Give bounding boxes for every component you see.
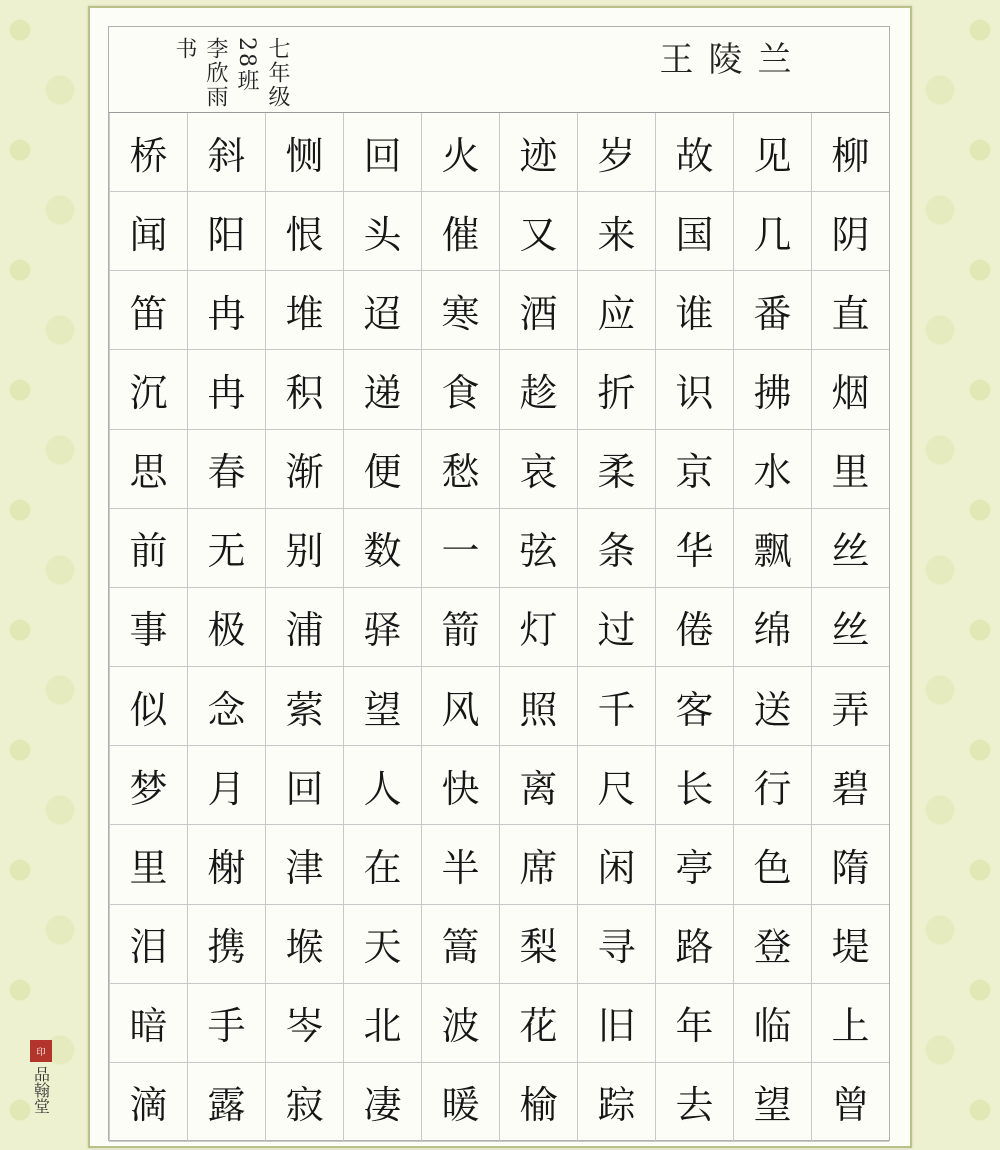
grid-cell: 望: [343, 667, 421, 746]
grid-cell: 哀: [499, 430, 577, 509]
grid-cell: 迹: [499, 113, 577, 192]
grid-cell: 丝: [811, 588, 889, 667]
grid-cell: 寂: [265, 1063, 343, 1142]
grid-cell: 国: [655, 192, 733, 271]
grid-cell: 思: [109, 430, 187, 509]
grid-cell: 长: [655, 746, 733, 825]
grid-cell: 恨: [265, 192, 343, 271]
grid-cell: 驿: [343, 588, 421, 667]
grid-cell: 客: [655, 667, 733, 746]
grid-cell: 梨: [499, 905, 577, 984]
grid-cell: 事: [109, 588, 187, 667]
grid-cell: 迢: [343, 271, 421, 350]
grid-cell: 津: [265, 825, 343, 904]
grid-cell: 北: [343, 984, 421, 1063]
grid-cell: 暖: [421, 1063, 499, 1142]
grid-cell: 隋: [811, 825, 889, 904]
grid-cell: 柔: [577, 430, 655, 509]
grid-cell: 愁: [421, 430, 499, 509]
grid-cell: 华: [655, 509, 733, 588]
grid-cell: 人: [343, 746, 421, 825]
grid-cell: 弄: [811, 667, 889, 746]
grid-cell: 花: [499, 984, 577, 1063]
grid-cell: 寻: [577, 905, 655, 984]
grid-cell: 飘: [733, 509, 811, 588]
grid-cell: 岁: [577, 113, 655, 192]
grid-cell: 折: [577, 350, 655, 429]
author-line: 七年级28班李欣雨书: [172, 37, 290, 109]
grid-cell: 条: [577, 509, 655, 588]
grid-cell: 阳: [187, 192, 265, 271]
grid-cell: 前: [109, 509, 187, 588]
grid-cell: 里: [811, 430, 889, 509]
grid-cell: 寒: [421, 271, 499, 350]
grid-cell: 踪: [577, 1063, 655, 1142]
grid-cell: 在: [343, 825, 421, 904]
grid-cell: 似: [109, 667, 187, 746]
grid-cell: 故: [655, 113, 733, 192]
grid-cell: 堆: [265, 271, 343, 350]
calligraphy-sheet: [88, 6, 912, 1148]
grid-cell: 浦: [265, 588, 343, 667]
grid-cell: 手: [187, 984, 265, 1063]
grid-cell: 路: [655, 905, 733, 984]
grid-cell: 亭: [655, 825, 733, 904]
grid-cell: 快: [421, 746, 499, 825]
grid-cell: 露: [187, 1063, 265, 1142]
grid-cell: 绵: [733, 588, 811, 667]
grid-cell: 色: [733, 825, 811, 904]
grid-cell: 恻: [265, 113, 343, 192]
grid-cell: 临: [733, 984, 811, 1063]
grid-cell: 曾: [811, 1063, 889, 1142]
grid-cell: 闻: [109, 192, 187, 271]
grid-cell: 阴: [811, 192, 889, 271]
grid-cell: 念: [187, 667, 265, 746]
grid-cell: 丝: [811, 509, 889, 588]
grid-cell: 行: [733, 746, 811, 825]
grid-cell: 榭: [187, 825, 265, 904]
grid-cell: 月: [187, 746, 265, 825]
grid-cell: 极: [187, 588, 265, 667]
grid-cell: 望: [733, 1063, 811, 1142]
grid-cell: 携: [187, 905, 265, 984]
grid-cell: 风: [421, 667, 499, 746]
grid-cell: 应: [577, 271, 655, 350]
grid-cell: 沉: [109, 350, 187, 429]
grid-cell: 梦: [109, 746, 187, 825]
grid-cell: 头: [343, 192, 421, 271]
grid-cell: 谁: [655, 271, 733, 350]
grid-cell: 几: [733, 192, 811, 271]
grid-cell: 火: [421, 113, 499, 192]
grid-cell: 拂: [733, 350, 811, 429]
character-grid: [109, 113, 889, 1142]
grid-cell: 离: [499, 746, 577, 825]
grid-cell: 便: [343, 430, 421, 509]
grid-cell: 堤: [811, 905, 889, 984]
grid-cell: 灯: [499, 588, 577, 667]
grid-cell: 照: [499, 667, 577, 746]
grid-cell: 闲: [577, 825, 655, 904]
grid-cell: 积: [265, 350, 343, 429]
grid-cell: 暗: [109, 984, 187, 1063]
seal-stamp-icon: 印: [30, 1040, 52, 1062]
grid-cell: 尺: [577, 746, 655, 825]
grid-cell: 波: [421, 984, 499, 1063]
grid-cell: 里: [109, 825, 187, 904]
grid-cell: 滴: [109, 1063, 187, 1142]
grid-cell: 识: [655, 350, 733, 429]
grid-cell: 柳: [811, 113, 889, 192]
title-area: [109, 27, 889, 113]
grid-cell: 箭: [421, 588, 499, 667]
grid-cell: 千: [577, 667, 655, 746]
grid-cell: 来: [577, 192, 655, 271]
grid-cell: 递: [343, 350, 421, 429]
grid-cell: 堠: [265, 905, 343, 984]
grid-cell: 一: [421, 509, 499, 588]
grid-cell: 食: [421, 350, 499, 429]
grid-cell: 番: [733, 271, 811, 350]
grid-cell: 回: [265, 746, 343, 825]
grid-cell: 回: [343, 113, 421, 192]
grid-cell: 无: [187, 509, 265, 588]
grid-cell: 斜: [187, 113, 265, 192]
grid-cell: 春: [187, 430, 265, 509]
grid-cell: 烟: [811, 350, 889, 429]
publisher-name: 品翰堂: [31, 1066, 51, 1114]
grid-cell: 泪: [109, 905, 187, 984]
grid-cell: 趁: [499, 350, 577, 429]
grid-cell: 天: [343, 905, 421, 984]
grid-frame: [108, 26, 890, 1141]
grid-cell: 催: [421, 192, 499, 271]
grid-cell: 冉: [187, 350, 265, 429]
grid-cell: 又: [499, 192, 577, 271]
grid-cell: 直: [811, 271, 889, 350]
grid-cell: 水: [733, 430, 811, 509]
grid-cell: 冉: [187, 271, 265, 350]
grid-cell: 弦: [499, 509, 577, 588]
poem-title: 兰陵王: [653, 41, 791, 91]
grid-cell: 倦: [655, 588, 733, 667]
grid-cell: 半: [421, 825, 499, 904]
grid-cell: 见: [733, 113, 811, 192]
grid-cell: 去: [655, 1063, 733, 1142]
grid-cell: 年: [655, 984, 733, 1063]
publisher-seal: [28, 1040, 54, 1114]
grid-cell: 席: [499, 825, 577, 904]
grid-cell: 过: [577, 588, 655, 667]
grid-cell: 萦: [265, 667, 343, 746]
grid-cell: 别: [265, 509, 343, 588]
grid-cell: 榆: [499, 1063, 577, 1142]
grid-cell: 数: [343, 509, 421, 588]
grid-cell: 旧: [577, 984, 655, 1063]
grid-cell: 酒: [499, 271, 577, 350]
grid-cell: 凄: [343, 1063, 421, 1142]
grid-cell: 碧: [811, 746, 889, 825]
grid-cell: 渐: [265, 430, 343, 509]
grid-cell: 上: [811, 984, 889, 1063]
grid-cell: 送: [733, 667, 811, 746]
grid-cell: 京: [655, 430, 733, 509]
grid-cell: 笛: [109, 271, 187, 350]
grid-cell: 篙: [421, 905, 499, 984]
grid-cell: 桥: [109, 113, 187, 192]
grid-cell: 登: [733, 905, 811, 984]
grid-cell: 岑: [265, 984, 343, 1063]
